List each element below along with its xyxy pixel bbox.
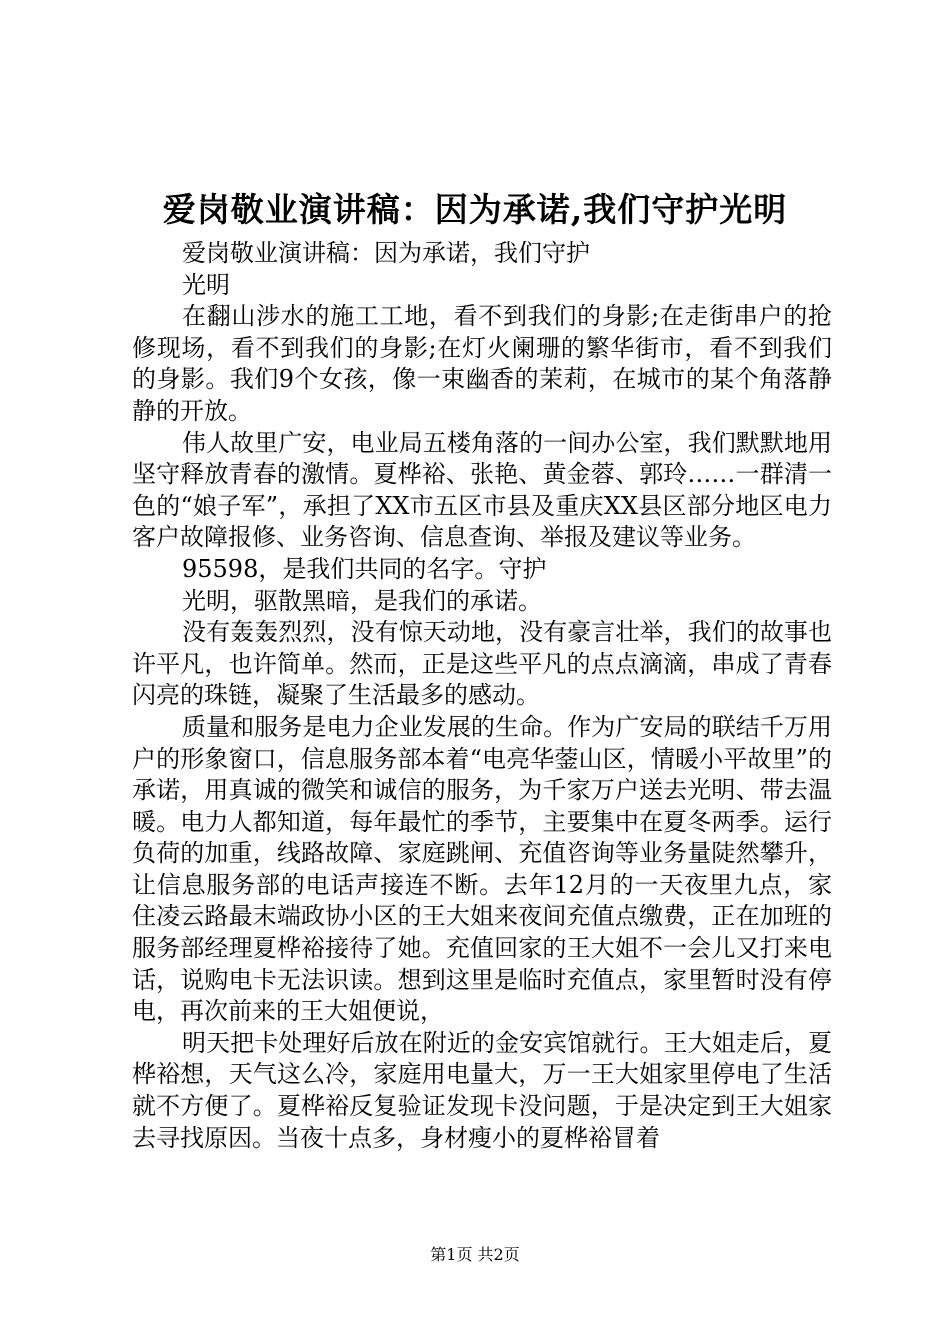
page-footer: 第1页 共2页 bbox=[430, 1245, 520, 1264]
paragraph: 没有轰轰烈烈，没有惊天动地，没有豪言壮举，我们的故事也许平凡，也许简单。然而，正是这些平凡的点点滴滴，串成了青春闪亮的珠链，凝聚了生活最多的感动。 bbox=[132, 618, 832, 710]
paragraph: 明天把卡处理好后放在附近的金安宾馆就行。王大姐走后，夏桦裕想，天气这么冷，家庭用电量大，万一王大姐家里停电了生活就不方便了。夏桦裕反复验证发现卡没问题，于是决定到王大姐家去寻找原因。当夜十点多，身材瘦小的夏桦裕冒着 bbox=[132, 1028, 832, 1152]
paragraph: 95598，是我们共同的名字。守护 bbox=[182, 554, 547, 583]
paragraph: 伟人故里广安，电业局五楼角落的一间办公室，我们默默地用坚守释放青春的激情。夏桦裕、张艳、黄金蓉、郭玲……一群清一色的“娘子军”，承担了XX市五区市县及重庆XX县区部分地区电力客户故障报修、业务咨询、信息查询、举报及建议等业务。 bbox=[132, 428, 832, 552]
paragraph: 光明 bbox=[182, 270, 230, 299]
paragraph: 爱岗敬业演讲稿：因为承诺，我们守护 bbox=[182, 239, 590, 267]
document-body bbox=[132, 238, 832, 1154]
paragraph: 在翻山涉水的施工工地，看不到我们的身影;在走街串户的抢修现场，看不到我们的身影;在灯火阑珊的繁华街市，看不到我们的身影。我们9个女孩，像一束幽香的茉莉，在城市的某个角落静静的开放。 bbox=[132, 302, 832, 425]
paragraph: 光明，驱散黑暗，是我们的承诺。 bbox=[182, 586, 542, 615]
document-title: 爱岗敬业演讲稿：因为承诺,我们守护光明 bbox=[162, 190, 788, 229]
paragraph: 质量和服务是电力企业发展的生命。作为广安局的联结千万用户的形象窗口，信息服务部本着“电亮华蓥山区，情暖小平故里”的承诺，用真诚的微笑和诚信的服务，为千家万户送去光明、带去温暖。电力人都知道，每年最忙的季节，主要集中在夏冬两季。运行负荷的加重，线路故障、家庭跳闸、充值咨询等业务量陡然攀升，让信息服务部的电话声接连不断。去年12月的一天夜里九点，家住凌云路最末端政协小区的王大姐来夜间充值点缴费，正在加班的服务部经理夏桦裕接待了她。充值回家的王大姐不一会儿又打来电话，说购电卡无法识读。想到这里是临时充值点，家里暂时没有停电，再次前来的王大姐便说， bbox=[132, 712, 832, 1026]
